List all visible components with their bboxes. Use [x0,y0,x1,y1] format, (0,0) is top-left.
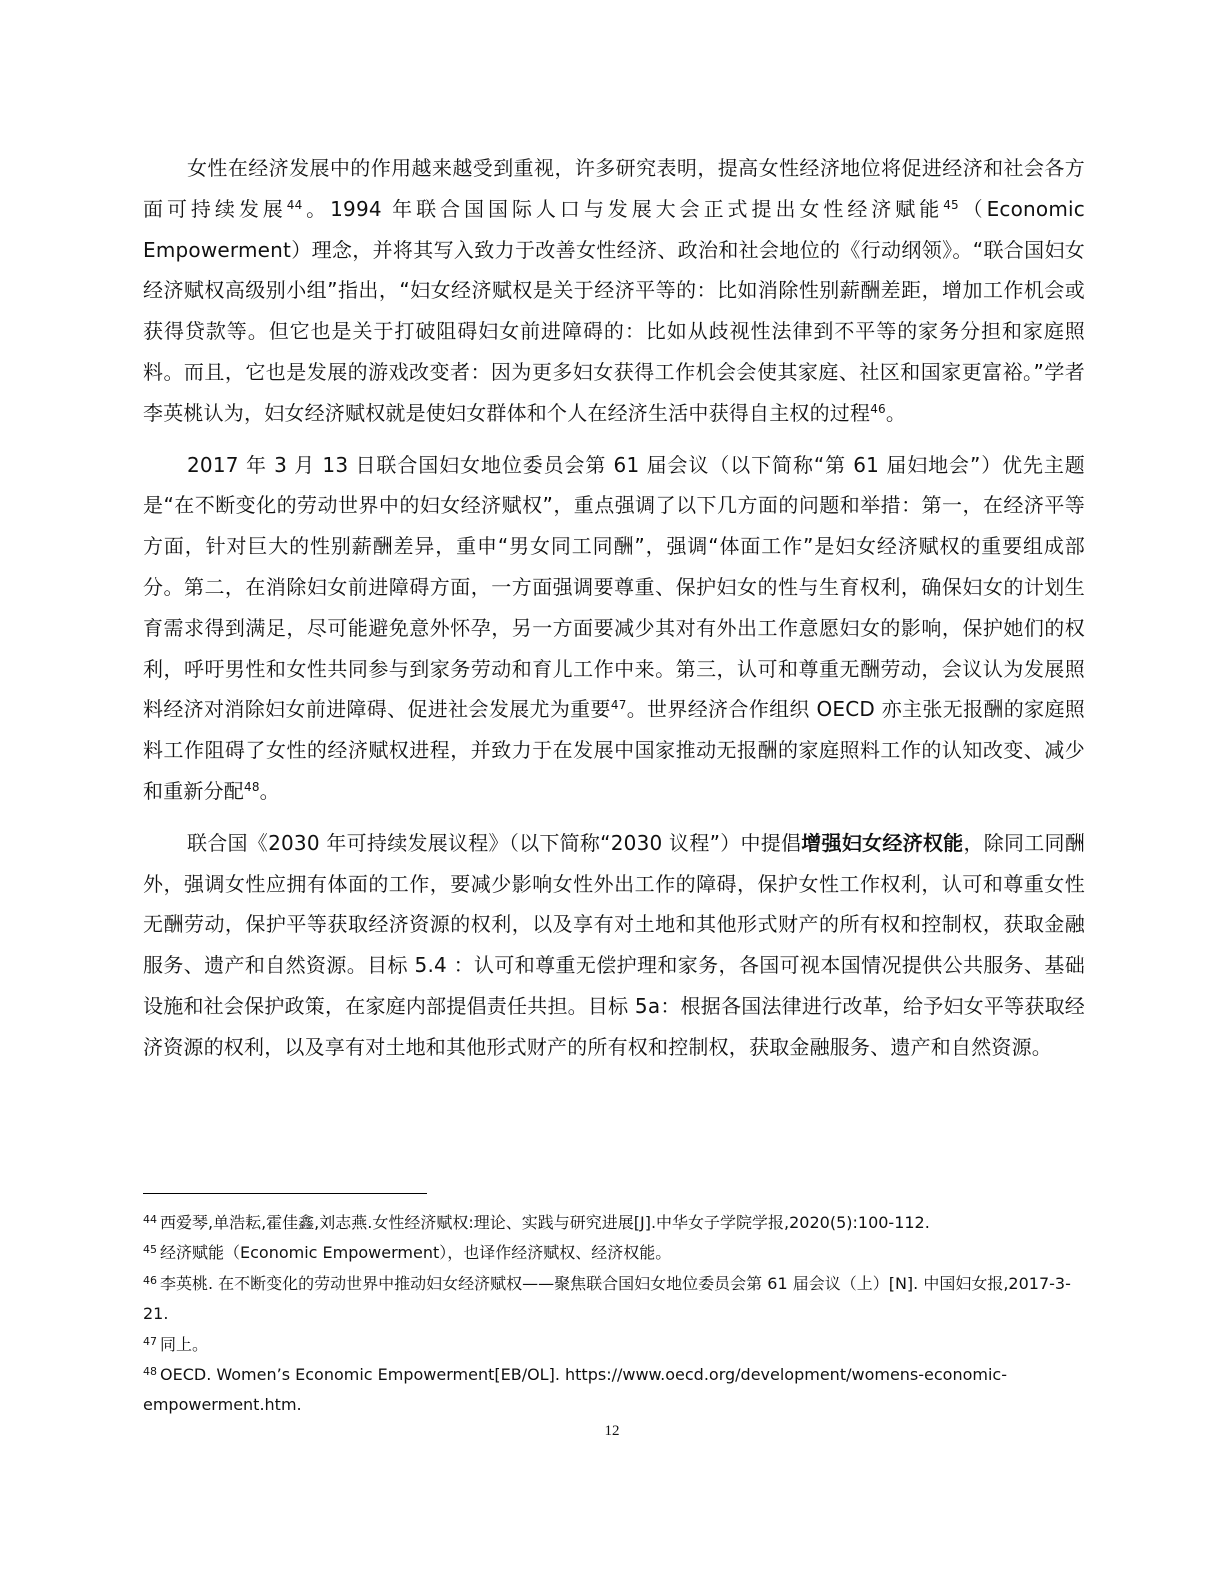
footnote-number: 48 [143,1365,157,1379]
paragraph-2-text-c: 。 [259,778,280,803]
footnote-text[interactable]: OECD. Women’s Economic Empowerment[EB/OL]. https://www.oecd.org/development/womens-economic-empowerment.htm. [143,1365,1007,1415]
paragraph-1-text-b: 。1994 年联合国国际人口与发展大会正式提出女性经济赋能 [302,196,944,221]
paragraph-1-text-a: 女性在经济发展中的作用越来越受到重视，许多研究表明，提高女性经济地位将促进经济和社会各方面可持续发展 [143,156,1085,221]
body-text [143,148,1085,1068]
paragraph-3-bold-emphasis: 增强妇女经济权能 [801,830,964,855]
paragraph-2-text-b: 。世界经济合作组织 OECD 亦主张无报酬的家庭照料工作阻碍了女性的经济赋权进程，并致力于在发展中国家推动无报酬的家庭照料工作的认知改变、减少和重新分配 [143,697,1085,803]
footnote-ref-46[interactable]: 46 [870,401,886,416]
paragraph-3-text-a: 联合国《2030 年可持续发展议程》（以下简称“2030 议程”）中提倡 [187,830,802,855]
paragraph-3-text-b: ，除同工同酬外，强调女性应拥有体面的工作，要减少影响女性外出工作的障碍，保护女性工作权利，认可和尊重女性无酬劳动，保护平等获取经济资源的权利，以及享有对土地和其他形式财产的所有权和控制权，获取金融服务、遗产和自然资源。目标 5.4 ：认可和尊重无偿护理和家务，各国可视本国情况提供公共服务、基础设施和社会保护政策，在家庭内部提倡责任共担。目标 5a：根据各国法律进行改革，给予妇女平等获取经济资源的权利，以及享有对土地和其他形式财产的所有权和控制权，获取金融服务、遗产和自然资源。 [143,830,1085,1059]
paragraph-1 [143,148,1085,434]
footnote-ref-44[interactable]: 44 [286,197,303,212]
footnote-ref-47[interactable]: 47 [610,698,627,713]
paragraph-1-text-c: （Economic Empowerment）理念，并将其写入致力于改善女性经济、政治和社会地位的《行动纲领》。“联合国妇女经济赋权高级别小组”指出，“妇女经济赋权是关于经济平等的：比如消除性别薪酬差距，增加工作机会或获得贷款等。但它也是关于打破阻碍妇女前进障碍的：比如从歧视性法律到不平等的家务分担和家庭照料。而且，它也是发展的游戏改变者：因为更多妇女获得工作机会会使其家庭、社区和国家更富裕。”学者李英桃认为，妇女经济赋权就是使妇女群体和个人在经济生活中获得自主权的过程 [143,196,1085,425]
footnote-text: 西爱琴,单浩耘,霍佳鑫,刘志燕.女性经济赋权:理论、实践与研究进展[J].中华女子学院学报,2020(5):100-112. [160,1213,930,1232]
footnote-45 [143,1238,1083,1268]
footnote-separator [143,1193,427,1194]
footnote-48 [143,1360,1083,1421]
footnote-44 [143,1208,1083,1238]
paragraph-2 [143,445,1085,812]
footnote-ref-45[interactable]: 45 [943,197,959,212]
footnote-text: 同上。 [160,1334,209,1354]
footnote-number: 44 [143,1213,157,1226]
footnote-number: 47 [143,1334,157,1348]
paragraph-2-text-a: 2017 年 3 月 13 日联合国妇女地位委员会第 61 届会议（以下简称“第 61 届妇地会”）优先主题是“在不断变化的劳动世界中的妇女经济赋权”，重点强调了以下几方面的问题和举措：第一，在经济平等方面，针对巨大的性别薪酬差异，重申“男女同工同酬”，强调“体面工作”是妇女经济赋权的重要组成部分。第二，在消除妇女前进障碍方面，一方面强调要尊重、保护妇女的性与生育权利，确保妇女的计划生育需求得到满足，尽可能避免意外怀孕，另一方面要减少其对有外出工作意愿妇女的影响，保护她们的权利，呼吁男性和女性共同参与到家务劳动和育儿工作中来。第三，认可和尊重无酬劳动，会议认为发展照料经济对消除妇女前进障碍、促进社会发展尤为重要 [143,452,1085,722]
footnote-number: 46 [143,1273,157,1287]
footnote-text: 经济赋能（Economic Empowerment），也译作经济赋权、经济权能。 [160,1243,672,1263]
paragraph-1-text-d: 。 [885,400,907,425]
footnote-number: 45 [143,1243,157,1257]
footnotes [143,1208,1083,1421]
page-number: 12 [604,1423,620,1439]
footnote-47 [143,1330,1083,1360]
footnote-46 [143,1269,1083,1330]
footnote-ref-48[interactable]: 48 [244,779,260,794]
paragraph-3 [143,823,1085,1068]
footnote-text: 李英桃. 在不断变化的劳动世界中推动妇女经济赋权——聚焦联合国妇女地位委员会第 61 届会议（上）[N]. 中国妇女报,2017-3-21. [143,1273,1071,1324]
